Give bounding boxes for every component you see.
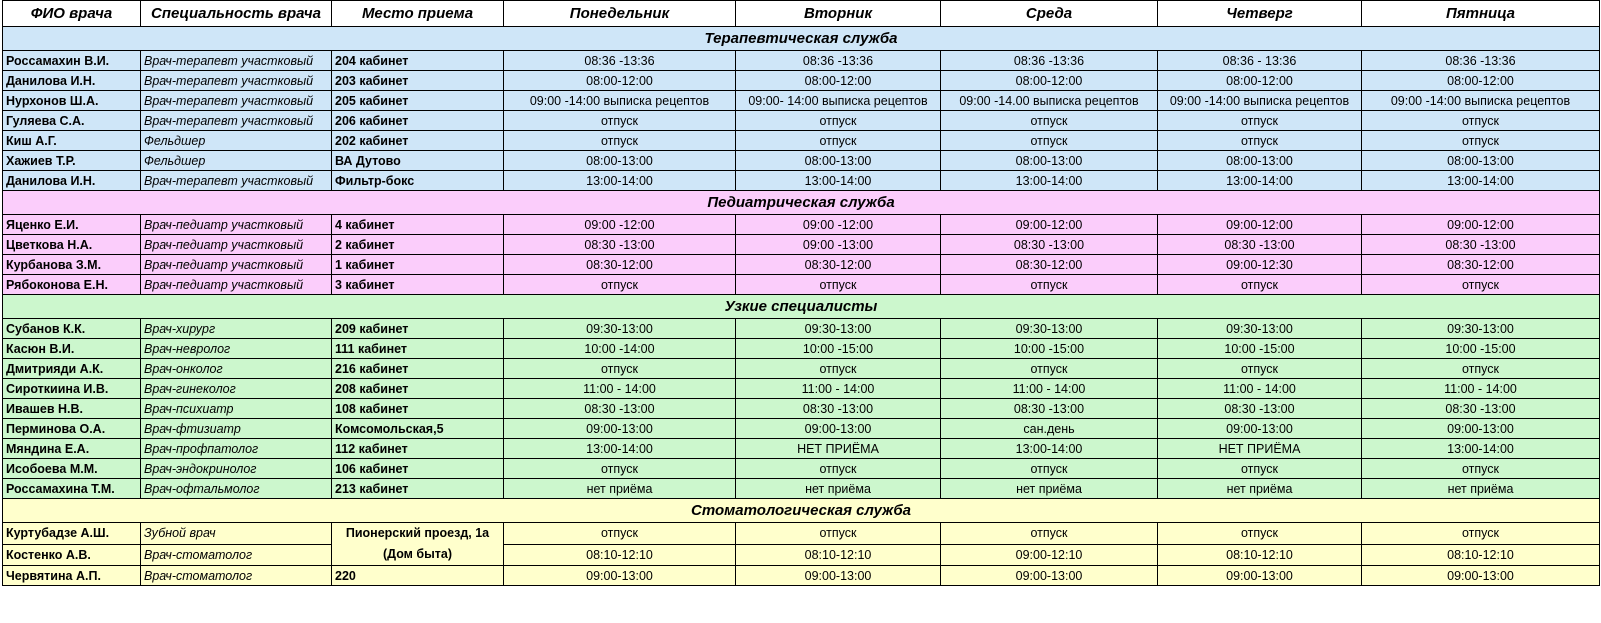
doctor-name: Касюн В.И. bbox=[3, 339, 141, 359]
schedule-tuesday: отпуск bbox=[736, 523, 941, 545]
table-row bbox=[3, 459, 1600, 479]
doctor-specialty: Врач-офтальмолог bbox=[141, 479, 332, 499]
table-row bbox=[3, 566, 1600, 586]
table-row bbox=[3, 171, 1600, 191]
schedule-monday: 08:30 -13:00 bbox=[504, 399, 736, 419]
schedule-monday: отпуск bbox=[504, 459, 736, 479]
schedule-wednesday: 08:30 -13:00 bbox=[941, 235, 1158, 255]
schedule-tuesday: отпуск bbox=[736, 459, 941, 479]
schedule-thursday: отпуск bbox=[1158, 111, 1362, 131]
doctor-specialty: Врач-педиатр участковый bbox=[141, 235, 332, 255]
schedule-friday: 09:00 -14:00 выписка рецептов bbox=[1362, 91, 1600, 111]
reception-place: Фильтр-бокс bbox=[332, 171, 504, 191]
schedule-wednesday: 08:36 -13:36 bbox=[941, 51, 1158, 71]
schedule-friday: 08:36 -13:36 bbox=[1362, 51, 1600, 71]
reception-place: 1 кабинет bbox=[332, 255, 504, 275]
header-thursday: Четверг bbox=[1158, 1, 1362, 27]
doctor-specialty: Врач-эндокринолог bbox=[141, 459, 332, 479]
reception-place: 203 кабинет bbox=[332, 71, 504, 91]
doctor-specialty: Фельдшер bbox=[141, 151, 332, 171]
schedule-tuesday: 09:00-13:00 bbox=[736, 419, 941, 439]
schedule-monday: отпуск bbox=[504, 275, 736, 295]
schedule-body bbox=[3, 27, 1600, 586]
doctor-specialty: Врач-терапевт участковый bbox=[141, 71, 332, 91]
schedule-friday: отпуск bbox=[1362, 275, 1600, 295]
schedule-thursday: 09:00-12:30 bbox=[1158, 255, 1362, 275]
schedule-wednesday: отпуск bbox=[941, 359, 1158, 379]
schedule-tuesday: 11:00 - 14:00 bbox=[736, 379, 941, 399]
schedule-tuesday: 08:00-12:00 bbox=[736, 71, 941, 91]
schedule-friday: отпуск bbox=[1362, 523, 1600, 545]
header-wednesday: Среда bbox=[941, 1, 1158, 27]
schedule-monday: 08:36 -13:36 bbox=[504, 51, 736, 71]
doctor-name: Мяндина Е.А. bbox=[3, 439, 141, 459]
schedule-monday: 11:00 - 14:00 bbox=[504, 379, 736, 399]
section-row bbox=[3, 295, 1600, 319]
schedule-tuesday: 09:00- 14:00 выписка рецептов bbox=[736, 91, 941, 111]
schedule-thursday: 08:00-12:00 bbox=[1158, 71, 1362, 91]
reception-place: 206 кабинет bbox=[332, 111, 504, 131]
schedule-thursday: отпуск bbox=[1158, 459, 1362, 479]
schedule-monday: отпуск bbox=[504, 131, 736, 151]
schedule-tuesday: 09:00 -13:00 bbox=[736, 235, 941, 255]
reception-place: 208 кабинет bbox=[332, 379, 504, 399]
reception-place: 204 кабинет bbox=[332, 51, 504, 71]
schedule-tuesday: НЕТ ПРИЁМА bbox=[736, 439, 941, 459]
schedule-wednesday: 08:30-12:00 bbox=[941, 255, 1158, 275]
doctor-name: Киш А.Г. bbox=[3, 131, 141, 151]
doctor-name: Яценко Е.И. bbox=[3, 215, 141, 235]
schedule-monday: 08:30-12:00 bbox=[504, 255, 736, 275]
doctor-specialty: Врач-педиатр участковый bbox=[141, 255, 332, 275]
schedule-friday: 08:30 -13:00 bbox=[1362, 399, 1600, 419]
doctor-specialty: Зубной врач bbox=[141, 523, 332, 545]
doctor-name: Дмитрияди А.К. bbox=[3, 359, 141, 379]
schedule-friday: отпуск bbox=[1362, 459, 1600, 479]
schedule-friday: отпуск bbox=[1362, 131, 1600, 151]
section-row bbox=[3, 27, 1600, 51]
doctor-specialty: Врач-стоматолог bbox=[141, 566, 332, 586]
schedule-friday: отпуск bbox=[1362, 359, 1600, 379]
schedule-friday: 10:00 -15:00 bbox=[1362, 339, 1600, 359]
schedule-wednesday: 09:00 -14.00 выписка рецептов bbox=[941, 91, 1158, 111]
schedule-wednesday: нет приёма bbox=[941, 479, 1158, 499]
schedule-monday: отпуск bbox=[504, 111, 736, 131]
section-row bbox=[3, 191, 1600, 215]
table-row bbox=[3, 439, 1600, 459]
schedule-thursday: отпуск bbox=[1158, 523, 1362, 545]
schedule-tuesday: 08:30 -13:00 bbox=[736, 399, 941, 419]
doctor-name: Нурхонов Ш.А. bbox=[3, 91, 141, 111]
schedule-monday: 13:00-14:00 bbox=[504, 171, 736, 191]
doctor-name: Сироткиина И.В. bbox=[3, 379, 141, 399]
doctor-specialty: Врач-терапевт участковый bbox=[141, 111, 332, 131]
schedule-tuesday: 08:00-13:00 bbox=[736, 151, 941, 171]
schedule-friday: 09:00-12:00 bbox=[1362, 215, 1600, 235]
section-title: Терапевтическая служба bbox=[3, 27, 1600, 51]
table-row bbox=[3, 399, 1600, 419]
doctor-specialty: Врач-терапевт участковый bbox=[141, 51, 332, 71]
doctor-name: Гуляева С.А. bbox=[3, 111, 141, 131]
table-row bbox=[3, 319, 1600, 339]
schedule-thursday: 08:36 - 13:36 bbox=[1158, 51, 1362, 71]
schedule-wednesday: 11:00 - 14:00 bbox=[941, 379, 1158, 399]
table-row bbox=[3, 275, 1600, 295]
table-row bbox=[3, 151, 1600, 171]
header-row bbox=[3, 1, 1600, 27]
schedule-friday: 08:00-13:00 bbox=[1362, 151, 1600, 171]
doctor-specialty: Врач-хирург bbox=[141, 319, 332, 339]
schedule-wednesday: 08:00-13:00 bbox=[941, 151, 1158, 171]
reception-place: 213 кабинет bbox=[332, 479, 504, 499]
schedule-monday: нет приёма bbox=[504, 479, 736, 499]
doctor-name: Куртубадзе А.Ш. bbox=[3, 523, 141, 545]
reception-place: 112 кабинет bbox=[332, 439, 504, 459]
doctor-specialty: Врач-терапевт участковый bbox=[141, 91, 332, 111]
schedule-monday: 08:30 -13:00 bbox=[504, 235, 736, 255]
schedule-monday: 09:00 -12:00 bbox=[504, 215, 736, 235]
reception-place: 106 кабинет bbox=[332, 459, 504, 479]
schedule-wednesday: 10:00 -15:00 bbox=[941, 339, 1158, 359]
table-row bbox=[3, 71, 1600, 91]
table-row bbox=[3, 91, 1600, 111]
reception-place: 209 кабинет bbox=[332, 319, 504, 339]
schedule-tuesday: отпуск bbox=[736, 111, 941, 131]
doctor-specialty: Врач-невролог bbox=[141, 339, 332, 359]
schedule-thursday: отпуск bbox=[1158, 359, 1362, 379]
doctor-specialty: Врач-стоматолог bbox=[141, 544, 332, 566]
doctor-specialty: Врач-профпатолог bbox=[141, 439, 332, 459]
schedule-tuesday: 09:30-13:00 bbox=[736, 319, 941, 339]
section-row bbox=[3, 499, 1600, 523]
table-row bbox=[3, 359, 1600, 379]
table-row bbox=[3, 544, 1600, 566]
schedule-thursday: 13:00-14:00 bbox=[1158, 171, 1362, 191]
schedule-friday: 09:00-13:00 bbox=[1362, 419, 1600, 439]
reception-place: 4 кабинет bbox=[332, 215, 504, 235]
table-row bbox=[3, 523, 1600, 545]
schedule-friday: нет приёма bbox=[1362, 479, 1600, 499]
table-row bbox=[3, 111, 1600, 131]
header-friday: Пятница bbox=[1362, 1, 1600, 27]
doctor-name: Данилова И.Н. bbox=[3, 171, 141, 191]
schedule-thursday: 11:00 - 14:00 bbox=[1158, 379, 1362, 399]
doctor-name: Червятина А.П. bbox=[3, 566, 141, 586]
reception-place: 202 кабинет bbox=[332, 131, 504, 151]
schedule-thursday: 08:00-13:00 bbox=[1158, 151, 1362, 171]
doctor-name: Рябоконова Е.Н. bbox=[3, 275, 141, 295]
schedule-friday: 11:00 - 14:00 bbox=[1362, 379, 1600, 399]
schedule-wednesday: 13:00-14:00 bbox=[941, 171, 1158, 191]
doctor-specialty: Врач-онколог bbox=[141, 359, 332, 379]
schedule-friday: отпуск bbox=[1362, 111, 1600, 131]
schedule-friday: 08:00-12:00 bbox=[1362, 71, 1600, 91]
header-tuesday: Вторник bbox=[736, 1, 941, 27]
schedule-thursday: 09:00 -14:00 выписка рецептов bbox=[1158, 91, 1362, 111]
reception-place: ВА Дутово bbox=[332, 151, 504, 171]
doctor-specialty: Фельдшер bbox=[141, 131, 332, 151]
schedule-wednesday: 09:30-13:00 bbox=[941, 319, 1158, 339]
schedule-monday: отпуск bbox=[504, 359, 736, 379]
table-row bbox=[3, 131, 1600, 151]
doctor-specialty: Врач-гинеколог bbox=[141, 379, 332, 399]
schedule-wednesday: отпуск bbox=[941, 523, 1158, 545]
doctor-specialty: Врач-педиатр участковый bbox=[141, 215, 332, 235]
schedule-monday: 09:00 -14:00 выписка рецептов bbox=[504, 91, 736, 111]
schedule-tuesday: 08:30-12:00 bbox=[736, 255, 941, 275]
schedule-thursday: нет приёма bbox=[1158, 479, 1362, 499]
schedule-tuesday: 09:00 -12:00 bbox=[736, 215, 941, 235]
schedule-tuesday: отпуск bbox=[736, 359, 941, 379]
schedule-friday: 13:00-14:00 bbox=[1362, 171, 1600, 191]
section-title: Стоматологическая служба bbox=[3, 499, 1600, 523]
doctor-name: Субанов К.К. bbox=[3, 319, 141, 339]
reception-place: Комсомольская,5 bbox=[332, 419, 504, 439]
table-row bbox=[3, 255, 1600, 275]
schedule-friday: 08:10-12:10 bbox=[1362, 544, 1600, 566]
doctor-name: Цветкова Н.А. bbox=[3, 235, 141, 255]
section-title: Узкие специалисты bbox=[3, 295, 1600, 319]
reception-place: 111 кабинет bbox=[332, 339, 504, 359]
table-row bbox=[3, 51, 1600, 71]
schedule-thursday: 08:30 -13:00 bbox=[1158, 235, 1362, 255]
header-specialty: Специальность врача bbox=[141, 1, 332, 27]
section-title: Педиатрическая служба bbox=[3, 191, 1600, 215]
doctor-name: Хажиев Т.Р. bbox=[3, 151, 141, 171]
schedule-wednesday: 13:00-14:00 bbox=[941, 439, 1158, 459]
schedule-wednesday: 08:30 -13:00 bbox=[941, 399, 1158, 419]
schedule-tuesday: отпуск bbox=[736, 275, 941, 295]
reception-place: 220 bbox=[332, 566, 504, 586]
table-row bbox=[3, 379, 1600, 399]
schedule-tuesday: нет приёма bbox=[736, 479, 941, 499]
schedule-tuesday: отпуск bbox=[736, 131, 941, 151]
schedule-thursday: 09:30-13:00 bbox=[1158, 319, 1362, 339]
schedule-tuesday: 08:36 -13:36 bbox=[736, 51, 941, 71]
reception-place: 2 кабинет bbox=[332, 235, 504, 255]
schedule-monday: 08:00-13:00 bbox=[504, 151, 736, 171]
table-row bbox=[3, 215, 1600, 235]
doctor-name: Ивашев Н.В. bbox=[3, 399, 141, 419]
schedule-thursday: 08:30 -13:00 bbox=[1158, 399, 1362, 419]
schedule-tuesday: 09:00-13:00 bbox=[736, 566, 941, 586]
schedule-wednesday: 09:00-13:00 bbox=[941, 566, 1158, 586]
schedule-wednesday: 09:00-12:00 bbox=[941, 215, 1158, 235]
schedule-thursday: НЕТ ПРИЁМА bbox=[1158, 439, 1362, 459]
doctor-schedule-table bbox=[2, 0, 1600, 586]
header-doctor-name: ФИО врача bbox=[3, 1, 141, 27]
table-row bbox=[3, 339, 1600, 359]
doctor-name: Костенко А.В. bbox=[3, 544, 141, 566]
schedule-tuesday: 13:00-14:00 bbox=[736, 171, 941, 191]
doctor-specialty: Врач-психиатр bbox=[141, 399, 332, 419]
schedule-wednesday: сан.день bbox=[941, 419, 1158, 439]
reception-place: 3 кабинет bbox=[332, 275, 504, 295]
doctor-name: Перминова О.А. bbox=[3, 419, 141, 439]
schedule-thursday: отпуск bbox=[1158, 275, 1362, 295]
doctor-name: Курбанова З.М. bbox=[3, 255, 141, 275]
schedule-monday: 13:00-14:00 bbox=[504, 439, 736, 459]
doctor-name: Исобоева М.М. bbox=[3, 459, 141, 479]
schedule-tuesday: 08:10-12:10 bbox=[736, 544, 941, 566]
schedule-monday: 08:00-12:00 bbox=[504, 71, 736, 91]
header-place: Место приема bbox=[332, 1, 504, 27]
table-row bbox=[3, 419, 1600, 439]
schedule-friday: 09:00-13:00 bbox=[1362, 566, 1600, 586]
doctor-name: Россамахин В.И. bbox=[3, 51, 141, 71]
schedule-monday: 09:00-13:00 bbox=[504, 566, 736, 586]
schedule-wednesday: 09:00-12:10 bbox=[941, 544, 1158, 566]
header-monday: Понедельник bbox=[504, 1, 736, 27]
doctor-specialty: Врач-терапевт участковый bbox=[141, 171, 332, 191]
doctor-specialty: Врач-педиатр участковый bbox=[141, 275, 332, 295]
schedule-tuesday: 10:00 -15:00 bbox=[736, 339, 941, 359]
reception-place: 108 кабинет bbox=[332, 399, 504, 419]
doctor-name: Данилова И.Н. bbox=[3, 71, 141, 91]
schedule-wednesday: отпуск bbox=[941, 131, 1158, 151]
schedule-wednesday: 08:00-12:00 bbox=[941, 71, 1158, 91]
reception-place: Пионерский проезд, 1а (Дом быта) bbox=[332, 523, 504, 566]
doctor-specialty: Врач-фтизиатр bbox=[141, 419, 332, 439]
schedule-monday: отпуск bbox=[504, 523, 736, 545]
schedule-friday: 08:30-12:00 bbox=[1362, 255, 1600, 275]
schedule-monday: 09:00-13:00 bbox=[504, 419, 736, 439]
schedule-friday: 13:00-14:00 bbox=[1362, 439, 1600, 459]
schedule-thursday: 09:00-12:00 bbox=[1158, 215, 1362, 235]
schedule-friday: 09:30-13:00 bbox=[1362, 319, 1600, 339]
schedule-wednesday: отпуск bbox=[941, 275, 1158, 295]
doctor-name: Россамахина Т.М. bbox=[3, 479, 141, 499]
schedule-thursday: 09:00-13:00 bbox=[1158, 566, 1362, 586]
schedule-wednesday: отпуск bbox=[941, 459, 1158, 479]
reception-place: 216 кабинет bbox=[332, 359, 504, 379]
schedule-thursday: 09:00-13:00 bbox=[1158, 419, 1362, 439]
schedule-monday: 10:00 -14:00 bbox=[504, 339, 736, 359]
schedule-wednesday: отпуск bbox=[941, 111, 1158, 131]
schedule-thursday: отпуск bbox=[1158, 131, 1362, 151]
schedule-monday: 08:10-12:10 bbox=[504, 544, 736, 566]
schedule-thursday: 10:00 -15:00 bbox=[1158, 339, 1362, 359]
schedule-friday: 08:30 -13:00 bbox=[1362, 235, 1600, 255]
table-row bbox=[3, 479, 1600, 499]
reception-place: 205 кабинет bbox=[332, 91, 504, 111]
table-row bbox=[3, 235, 1600, 255]
schedule-thursday: 08:10-12:10 bbox=[1158, 544, 1362, 566]
schedule-monday: 09:30-13:00 bbox=[504, 319, 736, 339]
